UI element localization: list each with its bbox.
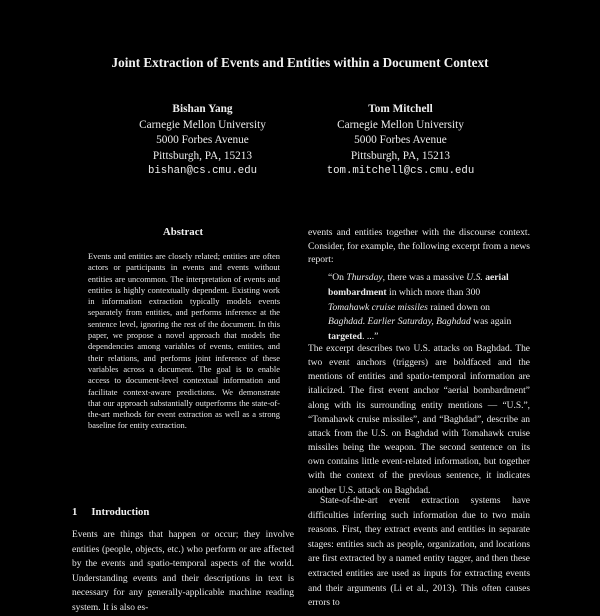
paper-title: Joint Extraction of Events and Entities within a Document Context: [111, 55, 489, 70]
section-heading-introduction: [72, 506, 149, 518]
author-block-yang: [125, 102, 280, 180]
quote-text: in which more than 300: [386, 286, 481, 298]
author-name: Tom Mitchell: [368, 103, 433, 115]
news-excerpt-quote: [328, 271, 514, 345]
author-affiliation: Carnegie Mellon University: [337, 118, 464, 131]
quote-text: .: [362, 316, 368, 328]
quote-text: . ...”: [362, 331, 379, 343]
quote-text: was again: [470, 316, 512, 328]
quote-entity: Baghdad: [328, 316, 363, 328]
quote-event-anchor: targeted: [328, 331, 363, 343]
section-title: Introduction: [91, 506, 150, 518]
quote-text: “On: [328, 272, 347, 283]
quote-event-anchor: aerial bombardment: [328, 272, 509, 298]
quote-text: , there was a massive: [382, 272, 467, 283]
author-city: Pittsburgh, PA, 15213: [350, 149, 451, 162]
author-email: tom.mitchell@cs.cmu.edu: [326, 165, 475, 178]
author-city: Pittsburgh, PA, 15213: [152, 149, 253, 162]
author-name: Bishan Yang: [172, 103, 233, 115]
author-email: bishan@cs.cmu.edu: [147, 165, 258, 178]
quote-text: rained down on: [427, 301, 490, 313]
quote-entity: U.S.: [466, 272, 483, 283]
section-number: 1: [72, 506, 78, 518]
quote-entity: Tomahawk cruise missiles: [328, 301, 428, 313]
author-address: 5000 Forbes Avenue: [156, 134, 249, 147]
author-address: 5000 Forbes Avenue: [354, 134, 447, 147]
abstract-heading: Abstract: [162, 226, 204, 238]
abstract-text: Events and entities are closely related; entities are often actors or participants in events and events without entities are uncommon. The interpretation of events and entities is highly contextually dependent. Existing work in information extraction typically models events separately from entities, and performs inference at the sentence level, ignoring the rest of the document. In this paper, we propose a novel approach that models the dependencies among variables of events, entities, and their relations, and performs joint inference of these variables across a document. The goal is to enable access to document-level contextual information and facilitate context-aware predictions. We demonstrate that our approach substantially outperforms the state-of-the-art methods for event extraction as well as a strong baseline for entity extraction.: [88, 251, 280, 431]
right-column-paragraph-2: The excerpt describes two U.S. attacks on Baghdad. The two event anchors (triggers) are boldfaced and the mentions of entities and spatio-temporal information are italicized. The first event anchor “aerial bombardment” along with its surrounding entity mentions — “U.S.”, “Tomahawk cruise missiles”, and “Baghdad”, describe an attack from the U.S. on Baghdad with Tomahawk cruise missiles being the weapon. The second sentence on its own contains little event-related information, but together with the context of the previous sentence, it indicates another U.S. attack on Baghdad.: [308, 344, 530, 496]
right-column-paragraph-3: State-of-the-art event extraction systems have difficulties inferring such information due to two main reasons. First, they extract events and entities in separate stages: entities such as people, organization, and locations are first extracted by a named entity tagger, and then these extracted entities are used as inputs for extracting events and their arguments (Li et al., 2013). This often causes errors to: [308, 496, 530, 609]
quote-entity: Baghdad: [436, 316, 471, 328]
right-column-paragraph-1: events and entities together with the discourse context. Consider, for example, the following excerpt from a news report:: [308, 227, 530, 265]
quote-entity: Thursday: [346, 272, 383, 283]
quote-entity: Earlier Saturday,: [367, 316, 434, 328]
author-block-mitchell: [318, 102, 483, 180]
introduction-text: Events are things that happen or occur; they involve entities (people, objects, etc.) who perform or are affected by the events and spatio-temporal aspects of the world. Understanding events and their descriptions in text is necessary for any generally-applicable machine reading system. It is also es-: [72, 530, 294, 613]
author-affiliation: Carnegie Mellon University: [139, 118, 266, 131]
